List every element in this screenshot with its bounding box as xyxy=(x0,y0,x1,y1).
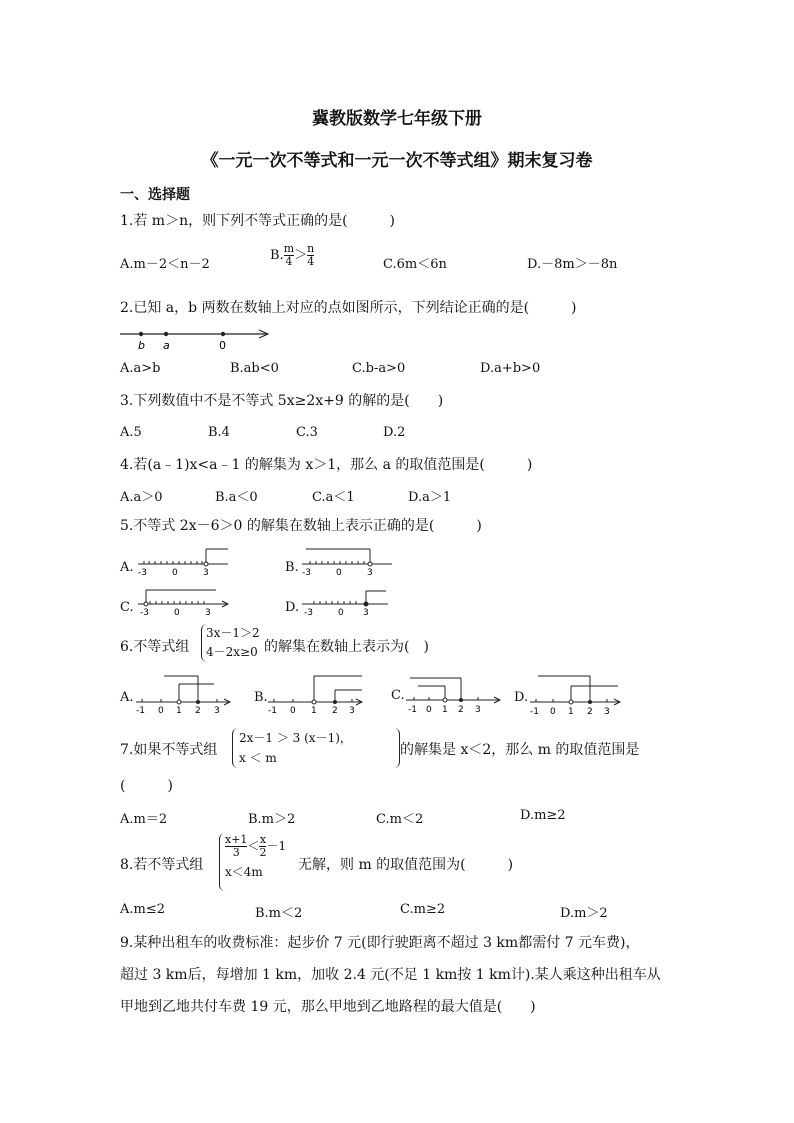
q6-number-line-d xyxy=(528,670,624,716)
q3-option-b: B.4 xyxy=(208,425,230,440)
q6-option-b-label: B. xyxy=(254,690,268,705)
q6-a-tick-1: 1 xyxy=(176,706,182,714)
question-7-stem-post: 的解集是 x＜2，那么 m 的取值范围是 xyxy=(400,742,640,758)
q8-option-a: A.m≤2 xyxy=(120,902,166,917)
q5-b-tick-neg3: -3 xyxy=(302,568,311,576)
q6-number-line-a xyxy=(134,672,234,714)
q7-option-a: A.m＝2 xyxy=(120,812,168,827)
question-8-stem-post: 无解，则 m 的取值范围为( ) xyxy=(298,857,514,873)
section-heading: 一、选择题 xyxy=(120,187,190,203)
q2-number-line xyxy=(118,324,278,352)
q3-option-a: A.5 xyxy=(120,425,142,440)
q6-system-line2: 4－2x≥0 xyxy=(206,645,258,659)
q6-number-line-c xyxy=(404,672,504,714)
q3-option-d: D.2 xyxy=(383,425,406,440)
question-6-stem-pre: 6.不等式组 xyxy=(120,639,190,655)
q6-d-tick-0: 0 xyxy=(550,707,556,716)
q3-option-c: C.3 xyxy=(296,425,318,440)
q6-a-tick-2: 2 xyxy=(195,706,201,714)
q1-b-den2: 4 xyxy=(307,255,315,268)
q7-system-line1: 2x－1 ＞ 3 (x－1)， xyxy=(239,731,352,745)
q2-point-zero xyxy=(221,332,225,336)
q1-option-a: A.m－2＜n－2 xyxy=(120,257,210,272)
q6-c-tick-2: 2 xyxy=(458,705,464,714)
q6-d-tick-2: 2 xyxy=(587,707,593,716)
q5-b-tick-3: 3 xyxy=(367,568,373,576)
q5-number-line-a xyxy=(136,544,236,576)
q7-system-line2: x ＜ m xyxy=(239,751,277,765)
q8-f1-den: 3 xyxy=(232,846,240,859)
question-8-stem-pre: 8.若不等式组 xyxy=(120,857,204,873)
q7-option-d: D.m≥2 xyxy=(520,808,566,823)
q6-d-tick-m1: -1 xyxy=(530,707,539,716)
question-5-stem: 5.不等式 2x－6＞0 的解集在数轴上表示正确的是( ) xyxy=(120,518,482,534)
q8-f2-den: 2 xyxy=(259,846,267,859)
q5-a-tick-0: 0 xyxy=(172,568,178,576)
page-subtitle: 《一元一次不等式和一元一次不等式组》期末复习卷 xyxy=(201,151,593,171)
q8-option-d: D.m＞2 xyxy=(560,906,608,921)
q7-system xyxy=(239,728,352,768)
q5-option-d-label: D. xyxy=(285,600,300,615)
question-7-stem-pre: 7.如果不等式组 xyxy=(120,742,218,758)
q1-b-num2: n xyxy=(307,242,315,255)
q2-option-b: B.ab<0 xyxy=(230,361,279,376)
q5-option-b-label: B. xyxy=(285,560,299,575)
q1-option-b-label: B. xyxy=(270,248,284,263)
q1-option-b xyxy=(270,243,314,268)
q5-d-tick-3: 3 xyxy=(363,608,369,616)
q5-d-tick-neg3: -3 xyxy=(304,608,313,616)
q6-d-tick-1: 1 xyxy=(568,707,574,716)
q2-option-a: A.a>b xyxy=(120,361,161,376)
q2-point-b xyxy=(139,332,143,336)
q2-option-c: C.b-a>0 xyxy=(352,361,406,376)
q5-option-c-label: C. xyxy=(120,600,134,615)
q6-c-tick-0: 0 xyxy=(426,705,432,714)
q6-c-tick-3: 3 xyxy=(475,705,481,714)
question-6-stem-post: 的解集在数轴上表示为( ) xyxy=(264,639,429,655)
q8-f1-num: x+1 xyxy=(225,833,248,846)
q5-a-tick-3: 3 xyxy=(203,568,209,576)
q5-number-line-c xyxy=(136,584,236,616)
q6-b-tick-3: 3 xyxy=(349,706,355,714)
q6-b-tick-2: 2 xyxy=(332,706,338,714)
q6-c-tick-m1: -1 xyxy=(408,705,417,714)
q6-c-tick-1: 1 xyxy=(442,705,448,714)
q5-a-tick-neg3: -3 xyxy=(138,568,147,576)
q2-label-b: b xyxy=(138,339,145,352)
question-7-continuation: ( ) xyxy=(120,778,173,794)
q4-option-b: B.a＜0 xyxy=(215,490,258,505)
q8-rel: ＜ xyxy=(247,839,260,853)
q6-b-tick-0: 0 xyxy=(290,706,296,714)
q1-option-d: D.－8m＞－8n xyxy=(527,257,618,272)
question-9-line2: 超过 3 km后，每增加 1 km，加收 2.4 元(不足 1 km按 1 km计).某人乘这种出租车从 xyxy=(120,967,661,983)
q8-option-c: C.m≥2 xyxy=(400,902,446,917)
q5-number-line-b xyxy=(300,544,400,576)
question-2-stem: 2.已知 a，b 两数在数轴上对应的点如图所示，下列结论正确的是( ) xyxy=(120,300,577,316)
question-4-stem: 4.若(a﹣1)x<a﹣1 的解集为 x＞1，那么 a 的取值范围是( ) xyxy=(120,457,533,473)
q8-system-line2: x＜4m xyxy=(225,865,263,879)
q6-option-a-label: A. xyxy=(120,690,134,705)
page-title: 冀教版数学七年级下册 xyxy=(312,109,482,129)
q8-system-line1 xyxy=(225,834,286,859)
question-1-stem: 1.若 m＞n，则下列不等式正确的是( ) xyxy=(120,213,396,229)
q5-c-tick-neg3: -3 xyxy=(140,608,149,616)
q6-option-d-label: D. xyxy=(514,690,529,705)
q7-option-b: B.m＞2 xyxy=(248,812,296,827)
q7-option-c: C.m＜2 xyxy=(376,812,424,827)
q1-b-rel: ＞ xyxy=(294,248,308,263)
q1-b-den1: 4 xyxy=(285,255,293,268)
question-3-stem: 3.下列数值中不是不等式 5x≥2x+9 的解的是( ) xyxy=(120,393,444,409)
q8-option-b: B.m＜2 xyxy=(255,906,303,921)
q4-option-a: A.a＞0 xyxy=(120,490,163,505)
q5-number-line-d xyxy=(300,584,400,616)
q2-point-a xyxy=(164,332,168,336)
q6-a-tick-0: 0 xyxy=(158,706,164,714)
q8-f2-num: x xyxy=(259,833,267,846)
q6-number-line-b xyxy=(266,672,366,714)
q6-system-line1: 3x－1＞2 xyxy=(206,626,260,640)
q6-b-tick-m1: -1 xyxy=(268,706,277,714)
q6-system xyxy=(206,624,260,662)
question-9-line1: 9.某种出租车的收费标准：起步价 7 元(即行驶距离不超过 3 km都需付 7 元车费)， xyxy=(120,935,640,951)
q2-option-d: D.a+b>0 xyxy=(480,361,541,376)
q2-label-a: a xyxy=(163,339,170,352)
q1-b-num1: m xyxy=(283,242,295,255)
q4-option-c: C.a＜1 xyxy=(312,490,355,505)
q6-a-tick-3: 3 xyxy=(214,706,220,714)
q6-b-tick-1: 1 xyxy=(311,706,317,714)
q5-option-a-label: A. xyxy=(120,560,134,575)
q8-system xyxy=(225,834,286,880)
q6-a-tick-m1: -1 xyxy=(136,706,145,714)
q6-d-tick-3: 3 xyxy=(604,707,610,716)
q5-c-tick-3: 3 xyxy=(205,608,211,616)
q8-tail: －1 xyxy=(266,839,287,853)
q4-option-d: D.a＞1 xyxy=(408,490,452,505)
q2-label-zero: 0 xyxy=(219,339,226,352)
q5-d-tick-0: 0 xyxy=(338,608,344,616)
q6-option-c-label: C. xyxy=(391,688,405,703)
question-9-line3: 甲地到乙地共付车费 19 元，那么甲地到乙地路程的最大值是( ) xyxy=(120,999,536,1015)
q5-c-tick-0: 0 xyxy=(174,608,180,616)
q5-b-tick-0: 0 xyxy=(336,568,342,576)
q1-option-c: C.6m＜6n xyxy=(383,257,447,272)
